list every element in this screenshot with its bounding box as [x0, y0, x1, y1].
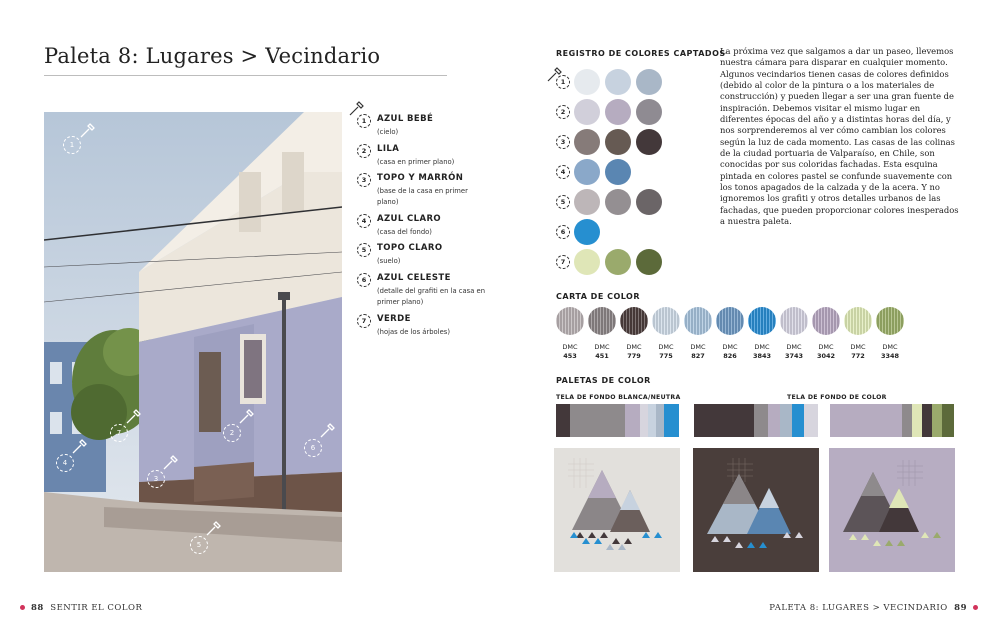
eyedropper-icon [70, 438, 88, 456]
bullet-dot [20, 605, 25, 610]
thread-brand: DMC [882, 343, 898, 351]
thread-swatch [684, 307, 712, 335]
color-swatch [574, 129, 600, 155]
photo-marker-5: 5 [190, 536, 208, 554]
thread-brand: DMC [626, 343, 642, 351]
color-swatch [574, 69, 600, 95]
thread-swatch [556, 307, 584, 335]
eyedropper-icon [124, 408, 142, 426]
thread-label [844, 343, 872, 361]
thread-code: 827 [691, 352, 705, 360]
photo-marker-2: 2 [223, 424, 241, 442]
legend-number: 4 [357, 214, 371, 228]
thread-swatch [620, 307, 648, 335]
photo-marker-1: 1 [63, 136, 81, 154]
register-number: 5 [556, 195, 570, 209]
legend-color-name: AZUL CLARO [377, 214, 442, 224]
thread-label [620, 343, 648, 361]
thread-brand: DMC [562, 343, 578, 351]
fabric-sample-lilac [829, 448, 955, 572]
thread-swatch [876, 307, 904, 335]
color-swatch [574, 99, 600, 125]
eyedropper-icon [204, 520, 222, 538]
thread-swatch [844, 307, 872, 335]
color-swatch [605, 69, 631, 95]
legend-number: 5 [357, 243, 371, 257]
color-swatch [636, 69, 662, 95]
photo-marker-4: 4 [56, 454, 74, 472]
thread-label [876, 343, 904, 361]
body-paragraph: La próxima vez que salgamos a dar un paseo, llevemos nuestra cámara para disparar en cualquier momento. Algunos vecindarios tienen casas de colores definidos (debido al color de la pintura o a los materiales de construcción) y pueden llegar a ser una gran fuente de inspiración. Debemos visitar el mismo lugar en diferentes épocas del año y a distintas horas del día, y nos sorprenderemos al ver cómo cambian los colores según la luz de cada momento. Las casas de las colinas de la ciudad portuaria de Valparaíso, en Chile, son conocidas por sus coloridas fachadas. Esta esquina pintada en colores pastel se confunde suavemente con los tonos apagados de la calzada y de la acera. Y no ignoremos los grafiti y otros detalles urbanos de las fachadas, que pueden proporcionar colores inesperados a nuestra paleta. [720, 46, 959, 227]
legend-color-name: AZUL CELESTE [377, 273, 451, 283]
legend-number: 3 [357, 173, 371, 187]
fabric-sample-neutral [554, 448, 680, 572]
color-fabric-heading: TELA DE FONDO DE COLOR [787, 394, 887, 401]
thread-swatch [748, 307, 776, 335]
thread-code: 772 [851, 352, 865, 360]
register-number: 2 [556, 105, 570, 119]
footer-right [769, 603, 978, 613]
thread-code: 779 [627, 352, 641, 360]
thread-code: 3348 [880, 352, 900, 360]
legend-description: (detalle del grafiti en la casa en primer plano) [377, 287, 486, 306]
thread-brand: DMC [722, 343, 738, 351]
thread-brand: DMC [690, 343, 706, 351]
register-number: 6 [556, 225, 570, 239]
carta-heading: CARTA DE COLOR [556, 292, 641, 301]
thread-swatch [812, 307, 840, 335]
legend-description: (suelo) [377, 257, 401, 265]
fabric-sample-brown [693, 448, 819, 572]
photo-marker-3: 3 [147, 470, 165, 488]
legend-description: (casa del fondo) [377, 228, 432, 236]
thread-label [684, 343, 712, 361]
thread-code: 775 [659, 352, 673, 360]
legend-color-name: AZUL BEBÉ [377, 114, 434, 124]
thread-label [588, 343, 616, 361]
running-head-left: SENTIR EL COLOR [50, 603, 143, 613]
street-photo [44, 112, 342, 572]
eyedropper-icon [161, 454, 179, 472]
thread-brand: DMC [594, 343, 610, 351]
color-swatch [574, 219, 600, 245]
footer-left [20, 603, 142, 613]
thread-code: 3843 [752, 352, 772, 360]
color-swatch [636, 99, 662, 125]
color-swatch [605, 129, 631, 155]
color-swatch [636, 129, 662, 155]
color-swatch [574, 159, 600, 185]
photo-marker-6: 6 [304, 439, 322, 457]
running-head-right: PALETA 8: LUGARES > VECINDARIO [769, 603, 948, 613]
eyedropper-icon [318, 422, 336, 440]
legend-number: 2 [357, 144, 371, 158]
thread-label [748, 343, 776, 361]
register-number: 7 [556, 255, 570, 269]
thread-label [556, 343, 584, 361]
registro-heading: REGISTRO DE COLORES CAPTADOS [556, 49, 726, 58]
color-swatch [636, 189, 662, 215]
thread-swatch [588, 307, 616, 335]
register-number: 4 [556, 165, 570, 179]
register-number: 1 [556, 75, 570, 89]
legend-description: (casa en primer plano) [377, 158, 455, 166]
color-swatch [605, 99, 631, 125]
palette-strip-neutral [556, 404, 679, 437]
title-divider [44, 75, 447, 76]
palette-strip-brown [694, 404, 818, 437]
page-number-left: 88 [31, 603, 44, 613]
thread-code: 826 [723, 352, 737, 360]
thread-code: 451 [595, 352, 609, 360]
thread-code: 453 [563, 352, 577, 360]
photo-marker-7: 7 [110, 424, 128, 442]
eyedropper-icon [78, 122, 96, 140]
thread-code: 3042 [816, 352, 836, 360]
page-title: Paleta 8: Lugares > Vecindario [44, 44, 381, 68]
palette-strip-lilac [830, 404, 954, 437]
thread-brand: DMC [818, 343, 834, 351]
legend-color-name: LILA [377, 144, 400, 154]
thread-brand: DMC [754, 343, 770, 351]
thread-swatch [780, 307, 808, 335]
neutral-fabric-heading: TELA DE FONDO BLANCA/NEUTRA [556, 394, 681, 401]
legend-color-name: VERDE [377, 314, 411, 324]
thread-brand: DMC [786, 343, 802, 351]
legend-number: 1 [357, 114, 371, 128]
legend-description: (cielo) [377, 128, 399, 136]
legend-color-name: TOPO CLARO [377, 243, 443, 253]
eyedropper-icon [237, 408, 255, 426]
thread-label [812, 343, 840, 361]
legend-description: (base de la casa en primer plano) [377, 187, 468, 206]
thread-label [716, 343, 744, 361]
thread-code: 3743 [784, 352, 804, 360]
page-number-right: 89 [954, 603, 967, 613]
color-swatch [574, 249, 600, 275]
legend-number: 6 [357, 273, 371, 287]
thread-brand: DMC [658, 343, 674, 351]
legend-description: (hojas de los árboles) [377, 328, 450, 336]
color-swatch [605, 189, 631, 215]
legend-color-name: TOPO Y MARRÓN [377, 173, 464, 183]
color-swatch [636, 249, 662, 275]
color-swatch [605, 159, 631, 185]
thread-swatch [652, 307, 680, 335]
legend-number: 7 [357, 314, 371, 328]
thread-label [652, 343, 680, 361]
color-swatch [574, 189, 600, 215]
paletas-heading: PALETAS DE COLOR [556, 376, 651, 385]
color-swatch [605, 249, 631, 275]
thread-swatch [716, 307, 744, 335]
thread-brand: DMC [850, 343, 866, 351]
register-number: 3 [556, 135, 570, 149]
bullet-dot [973, 605, 978, 610]
thread-label [780, 343, 808, 361]
